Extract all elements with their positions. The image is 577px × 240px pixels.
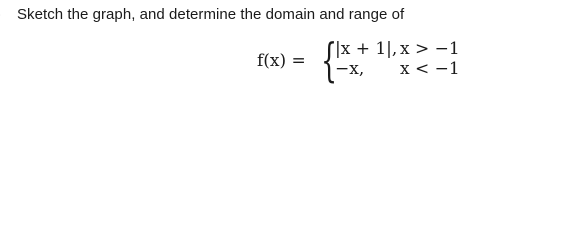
question-prompt: Sketch the graph, and determine the domain and range of [17,6,405,23]
case-1-condition: x > −1 [400,39,460,59]
cases-brace: { [321,33,338,87]
case-2-expression: −x, [335,59,365,79]
function-lhs: f(x) = [257,51,306,71]
case-1-expression: |x + 1|, [335,39,398,59]
case-2-condition: x < −1 [400,59,460,79]
question-number-marker [0,6,1,24]
